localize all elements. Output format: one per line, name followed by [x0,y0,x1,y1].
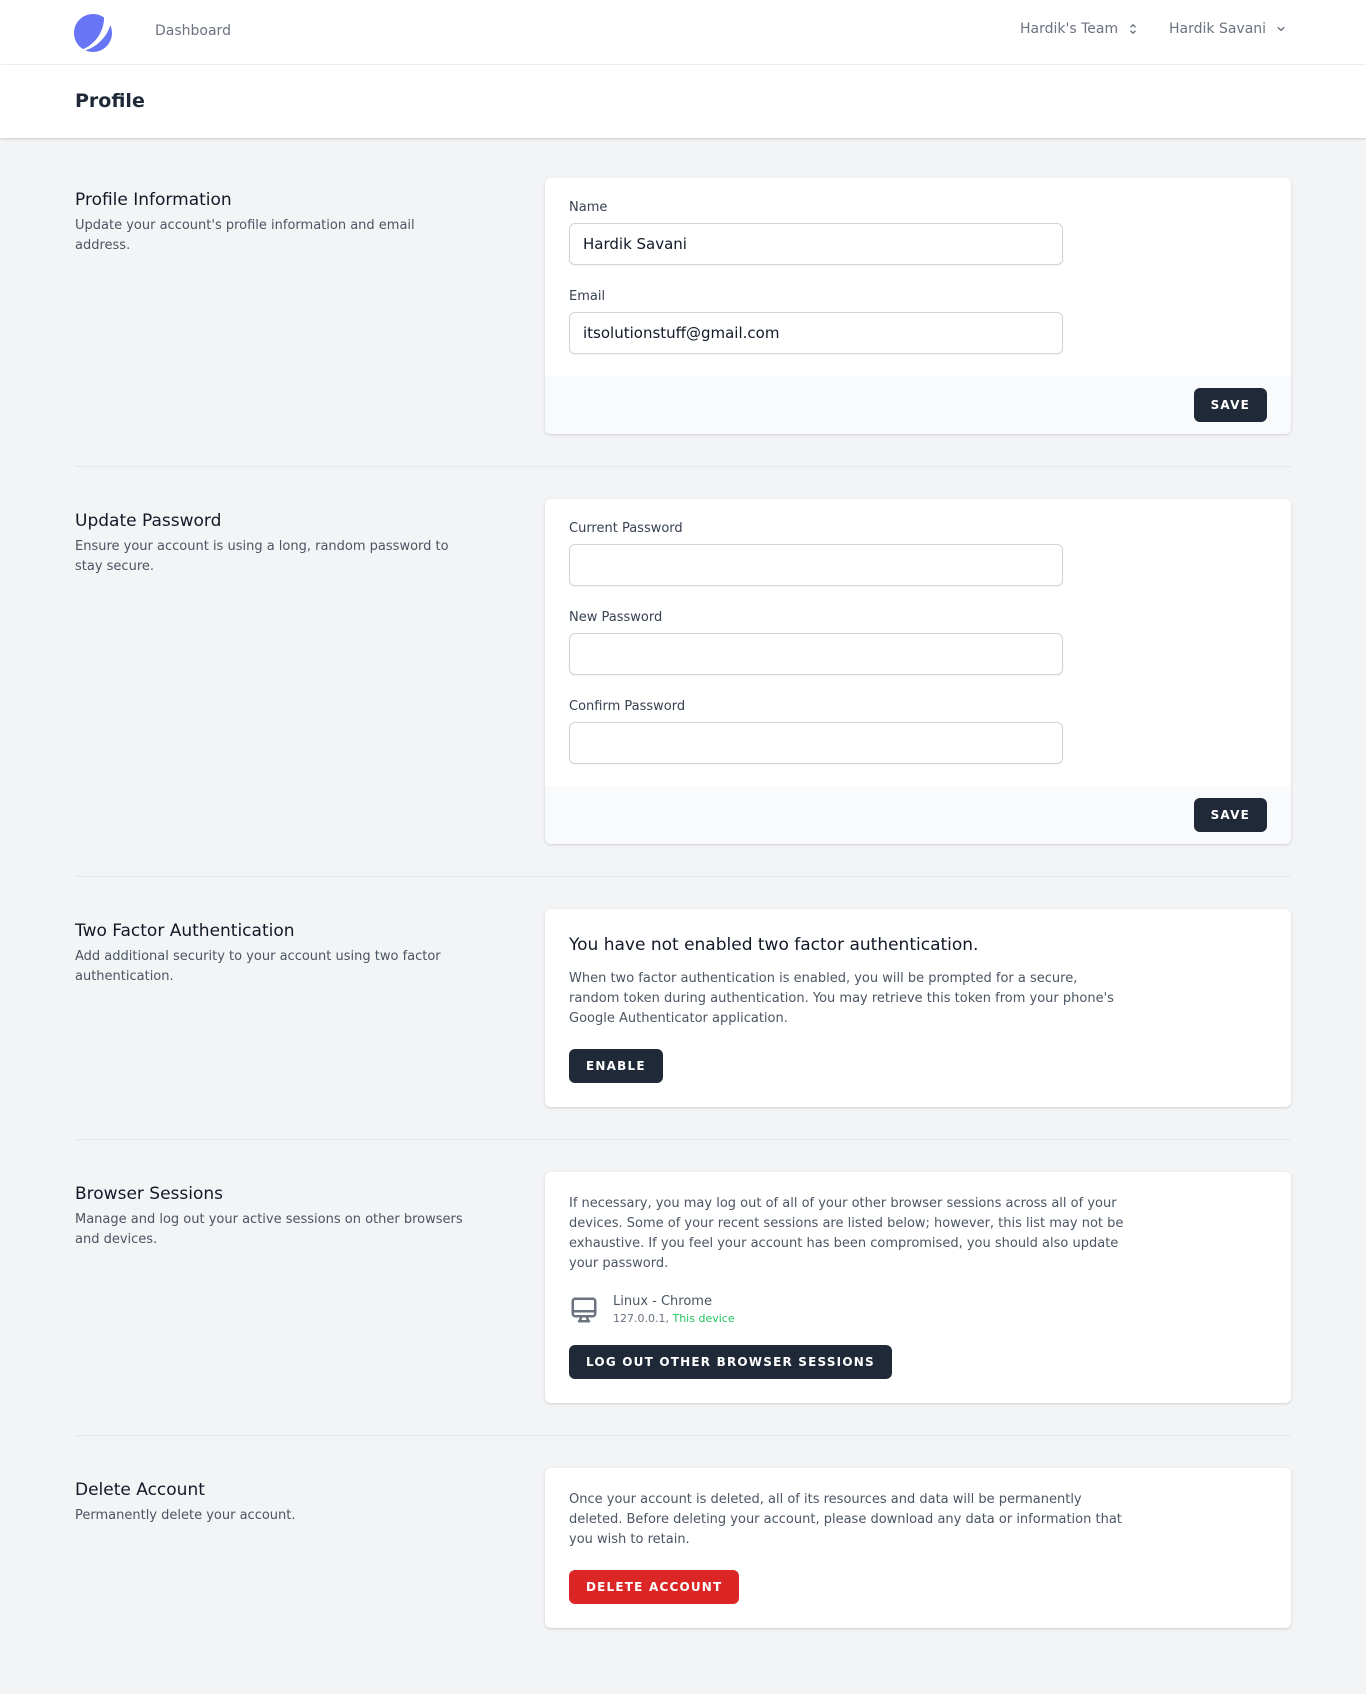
two-factor-card [545,909,1291,1107]
update-password-card [545,499,1291,844]
section-divider [75,466,1291,467]
name-field-group [569,200,1267,265]
section-title: Browser Sessions [75,1184,224,1204]
delete-account-section [75,1468,1291,1628]
logout-other-sessions-button[interactable]: LOG OUT OTHER BROWSER SESSIONS [569,1345,892,1379]
new-password-label: New Password [569,610,663,625]
jetstream-logo-icon[interactable] [74,14,112,52]
main-content [0,138,1366,1628]
browser-sessions-card [545,1172,1291,1403]
session-info [613,1294,735,1325]
page-title: Profile [75,90,145,112]
selector-icon [1126,22,1140,36]
top-navigation [0,0,1366,65]
section-description: Manage and log out your active sessions on other browsers and devices. [75,1212,463,1247]
enable-two-factor-button[interactable]: ENABLE [569,1049,663,1083]
section-divider [75,1139,1291,1140]
section-title: Update Password [75,511,222,531]
save-profile-button[interactable]: SAVE [1194,388,1267,422]
user-menu[interactable] [1169,21,1288,37]
current-password-input[interactable] [569,544,1063,586]
user-menu-label: Hardik Savani [1169,21,1267,37]
section-description: Update your account's profile information and email address. [75,218,415,253]
new-password-input[interactable] [569,633,1063,675]
section-aside [75,909,470,1107]
section-aside [75,178,470,434]
section-title: Profile Information [75,190,232,210]
name-input[interactable] [569,223,1063,265]
section-title: Delete Account [75,1480,205,1500]
session-meta [613,1312,735,1325]
chevron-down-icon [1274,22,1288,36]
delete-account-button[interactable]: DELETE ACCOUNT [569,1570,739,1604]
update-password-section [75,499,1291,844]
section-aside [75,1468,470,1628]
confirm-password-input[interactable] [569,722,1063,764]
profile-information-card [545,178,1291,434]
section-description: Permanently delete your account. [75,1508,296,1523]
section-divider [75,876,1291,877]
two-factor-section [75,909,1291,1107]
session-item [569,1294,1267,1325]
delete-account-card [545,1468,1291,1628]
card-footer [545,376,1291,434]
profile-information-section [75,178,1291,434]
name-label: Name [569,200,608,215]
new-password-field-group [569,610,1267,675]
nav-link-dashboard[interactable]: Dashboard [155,23,231,39]
card-footer [545,786,1291,844]
section-description: Add additional security to your account using two factor authentication. [75,949,441,984]
page-header [0,65,1366,138]
section-title: Two Factor Authentication [75,921,295,941]
team-switcher[interactable] [1020,21,1140,37]
current-password-field-group [569,521,1267,586]
save-password-button[interactable]: SAVE [1194,798,1267,832]
email-field-group [569,289,1267,354]
team-switcher-label: Hardik's Team [1020,21,1119,37]
section-aside [75,499,470,844]
email-input[interactable] [569,312,1063,354]
section-aside [75,1172,470,1403]
confirm-password-field-group [569,699,1267,764]
session-ip: 127.0.0.1, [613,1312,669,1325]
two-factor-status-heading: You have not enabled two factor authentication. [569,935,979,955]
section-divider [75,1435,1291,1436]
browser-sessions-section [75,1172,1291,1403]
email-label: Email [569,289,606,304]
session-name: Linux - Chrome [613,1294,712,1309]
confirm-password-label: Confirm Password [569,699,686,714]
current-password-label: Current Password [569,521,683,536]
desktop-computer-icon [569,1295,599,1325]
two-factor-explanation: When two factor authentication is enabled, you will be prompted for a secure, random token during authentication. You may retrieve this token from your phone's Google Authenticator application. [569,971,1114,1026]
this-device-label: This device [672,1312,735,1325]
delete-account-explanation: Once your account is deleted, all of its resources and data will be permanently deleted. Before deleting your account, please download any data or information that you wish to retain. [569,1492,1122,1547]
browser-sessions-explanation: If necessary, you may log out of all of your other browser sessions across all of your devices. Some of your recent sessions are listed below; however, this list may not be exhaustive. If you feel your account has been compromised, you should also update your password. [569,1196,1124,1271]
section-description: Ensure your account is using a long, random password to stay secure. [75,539,449,574]
